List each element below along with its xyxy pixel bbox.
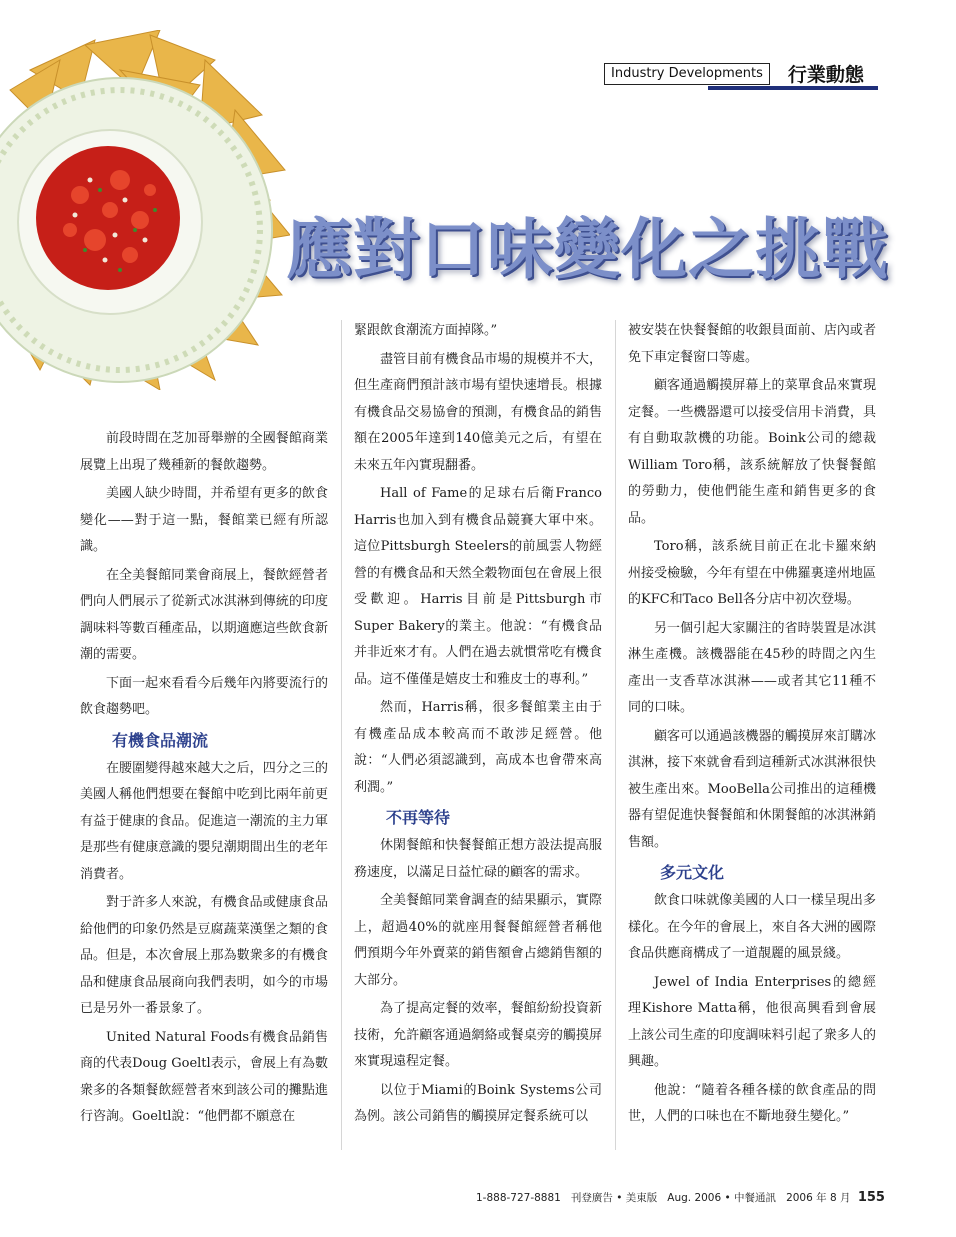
footer-phone: 1-888-727-8881: [476, 1192, 561, 1204]
paragraph: 下面一起來看看今后幾年內將要流行的飲食趨勢吧。: [80, 675, 328, 717]
paragraph: Jewel of India Enterprises的總經理Kishore Matta稱，他很高興看到會展上該公司生產的印度調味料引起了衆多人的興趣。: [628, 974, 876, 1069]
section-label-chinese: 行業動態: [787, 64, 864, 86]
footer-ad: 刊登廣告 • 美東版: [570, 1192, 658, 1204]
footer-date-zh: 2006 年 8 月: [786, 1192, 851, 1204]
footer-date-en: Aug. 2006 •: [667, 1192, 731, 1204]
paragraph: 被安裝在快餐餐館的收銀員面前、店內或者免下車定餐窗口等處。: [628, 323, 876, 365]
paragraph: 然而，Harris稱，很多餐館業主由于有機產品成本較高而不敢涉足經營。他說：“人們必須認識到，高成本也會帶來高利潤。”: [354, 700, 602, 795]
paragraph: 飲食口味就像美國的人口一樣呈現出多樣化。在今年的會展上，來自各大洲的國際食品供應商構成了一道靚麗的風景綫。: [628, 893, 876, 961]
salsa-photo: [0, 30, 290, 390]
paragraph: 顧客通過觸摸屏幕上的菜單食品來實現定餐。一些機器還可以接受信用卡消費，具有自動取款機的功能。Boink公司的總裁William Toro稱，該系統解放了快餐餐館的勞動力，使他們能生產和銷售更多的食品。: [628, 378, 876, 526]
article-headline: 應對口味變化之挑戰: [286, 210, 889, 288]
paragraph: 對于許多人來說，有機食品或健康食品給他們的印象仍然是豆腐蔬菜漢堡之類的食品。但是，本次會展上那為數衆多的有機食品和健康食品展商向我們表明，如今的市場已是另外一番景象了。: [80, 895, 328, 1016]
column-divider: [341, 320, 342, 1150]
paragraph: 緊跟飲食潮流方面掉隊。”: [354, 323, 498, 338]
paragraph: 為了提高定餐的效率，餐館紛紛投資新技術，允許顧客通過網絡或餐桌旁的觸摸屏來實現遠程定餐。: [354, 1001, 602, 1069]
salsa: [36, 146, 180, 290]
footer-publication: 中餐通訊: [734, 1192, 777, 1204]
section-tag: [604, 60, 864, 87]
article-column-1: [80, 426, 328, 1133]
page-footer: [476, 1190, 885, 1205]
paragraph: 他說：“隨着各種各樣的飲食產品的問世，人們的口味也在不斷地發生變化。”: [628, 1082, 876, 1124]
section-rule: [708, 86, 878, 90]
paragraph: 休閑餐館和快餐餐館正想方設法提高服務速度，以滿足日益忙碌的顧客的需求。: [354, 838, 602, 880]
paragraph: 盡管目前有機食品市場的規模并不大，但生產商們預計該市場有望快速增長。根據有機食品交易協會的預測，有機食品的銷售額在2005年達到140億美元之后，有望在未來五年內實現翻番。: [354, 351, 602, 473]
paragraph: 顧客可以通過該機器的觸摸屏來訂購冰淇淋，接下來就會看到這種新式冰淇淋很快被生產出來。MooBella公司推出的這種機器有望促進快餐餐館和休閑餐館的冰淇淋銷售額。: [628, 728, 876, 850]
paragraph: 全美餐館同業會調查的結果顯示，實際上，超過40%的就座用餐餐館經營者稱他們預期今年外賣菜的銷售額會占總銷售額的大部分。: [354, 893, 602, 988]
subheading-no-waiting: 不再等待: [386, 808, 451, 827]
section-label-english: Industry Developments: [604, 63, 770, 85]
article-column-2: [354, 318, 602, 1133]
paragraph: Hall of Fame的足球右后衛Franco Harris也加入到有機食品競賽大軍中來。這位Pittsburgh Steelers的前風雲人物經營的有機食品和天然全穀物面包在會展上很受歡迎。Harris目前是Pittsburgh市Super Bakery的業主。他說：“有機食品并非近來才有。人們在過去就慣常吃有機食品。這不僅僅是嬉皮士和雅皮士的專利。”: [354, 486, 602, 687]
paragraph: 前段時間在芝加哥舉辦的全國餐館商業展覽上出現了幾種新的餐飲趨勢。: [80, 431, 328, 473]
paragraph: 另一個引起大家關注的省時裝置是冰淇淋生產機。該機器能在45秒的時間之內生產出一支香草冰淇淋——或者其它11種不同的口味。: [628, 620, 876, 715]
column-divider: [615, 320, 616, 1150]
paragraph: United Natural Foods有機食品銷售商的代表Doug Goeltl表示，會展上有為數衆多的各類餐飲經營者來到該公司的攤點進行咨詢。Goeltl說：“他們都不願意在: [80, 1029, 328, 1124]
paragraph: 在全美餐館同業會商展上，餐飲經營者們向人們展示了從新式冰淇淋到傳統的印度調味料等數百種產品，以期適應這些飲食新潮的需要。: [80, 567, 328, 662]
subheading-multiculture: 多元文化: [660, 863, 725, 882]
subheading-organic: 有機食品潮流: [112, 730, 209, 750]
paragraph: Toro稱，該系統目前正在北卡羅來納州接受檢驗，今年有望在中佛羅裏達州地區的KFC和Taco Bell各分店中初次登場。: [628, 539, 876, 607]
paragraph: 美國人缺少時間，并希望有更多的飲食變化——對于這一點，餐館業已經有所認識。: [80, 486, 328, 554]
paragraph: 以位于Miami的Boink Systems公司為例。該公司銷售的觸摸屏定餐系統可以: [354, 1082, 602, 1124]
article-column-3: [628, 318, 876, 1133]
paragraph: 在腰圍變得越來越大之后，四分之三的美國人稱他們想要在餐館中吃到比兩年前更有益于健康的食品。促進這一潮流的主力軍是那些有健康意識的嬰兒潮期間出生的老年消費者。: [80, 760, 328, 882]
page-number: 155: [857, 1190, 885, 1205]
